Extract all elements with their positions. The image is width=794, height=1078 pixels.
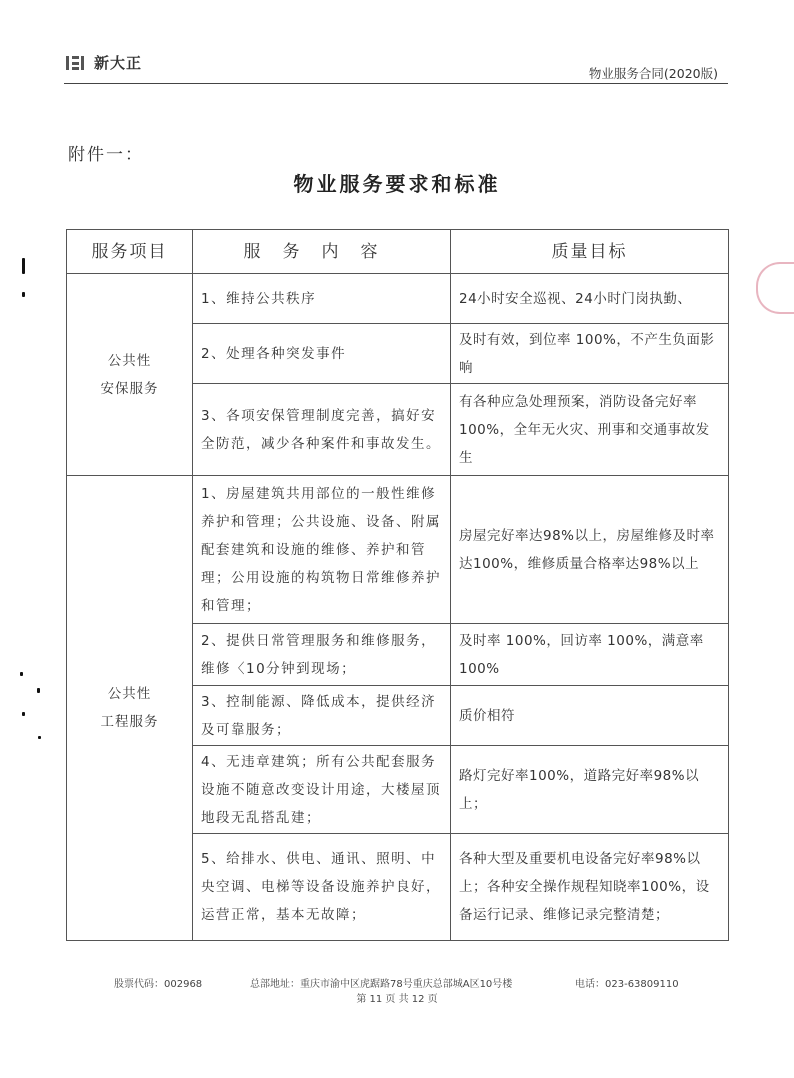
category-label: 工程服务: [100, 714, 159, 730]
document-header-title: 物业服务合同(2020版): [588, 66, 718, 81]
header-standard: 质量目标: [451, 230, 729, 274]
standard-cell: 及时有效，到位率 100%，不产生负面影响: [451, 324, 729, 384]
standard-cell: 24小时安全巡视、24小时门岗执勤、: [451, 274, 729, 324]
header-divider: [64, 83, 728, 84]
scan-speck: [20, 672, 23, 676]
table-row: [67, 476, 729, 624]
logo-icon: [66, 54, 88, 72]
category-label: 公共性: [107, 686, 152, 702]
category-cell-security: [67, 274, 193, 476]
standard-cell: 房屋完好率达98%以上，房屋维修及时率达100%，维修质量合格率达98%以上: [451, 476, 729, 624]
scan-speck: [22, 292, 25, 297]
service-cell: 3、各项安保管理制度完善，搞好安全防范，减少各种案件和事故发生。: [193, 384, 451, 476]
footer-address: 总部地址：重庆市渝中区虎踞路78号重庆总部城A区10号楼: [250, 979, 513, 990]
service-cell: 1、房屋建筑共用部位的一般性维修养护和管理；公共设施、设备、附属配套建筑和设施的维修、养护和管理；公用设施的构筑物日常维修养护和管理；: [193, 476, 451, 624]
standard-cell: 质价相符: [451, 686, 729, 746]
service-cell: 2、处理各种突发事件: [193, 324, 451, 384]
page-title: 物业服务要求和标准: [293, 172, 501, 196]
service-cell: 5、给排水、供电、通讯、照明、中央空调、电梯等设备设施养护良好，运营正常，基本无故障；: [193, 834, 451, 941]
header-content: 服务内容: [193, 230, 451, 274]
service-standards-table: [66, 229, 729, 941]
standard-cell: 及时率 100%，回访率 100%，满意率 100%: [451, 624, 729, 686]
table-header-row: [67, 230, 729, 274]
category-label: 安保服务: [100, 380, 159, 397]
service-cell: 4、无违章建筑；所有公共配套服务设施不随意改变设计用途，大楼屋顶地段无乱搭乱建；: [193, 746, 451, 834]
logo-text: 新大正: [94, 54, 143, 72]
standard-cell: 路灯完好率100%，道路完好率98%以上；: [451, 746, 729, 834]
footer-stock-code: 股票代码：002968: [114, 979, 203, 990]
company-logo: [66, 52, 142, 73]
page-number: 第 11 页 共 12 页: [356, 994, 438, 1005]
scan-speck: [37, 688, 40, 693]
scan-speck: [38, 736, 41, 739]
service-cell: 3、控制能源、降低成本，提供经济及可靠服务；: [193, 686, 451, 746]
scan-speck: [22, 712, 25, 716]
table-row: [67, 274, 729, 324]
standard-cell: 各种大型及重要机电设备完好率98%以上；各种安全操作规程知晓率100%，设备运行记录、维修记录完整清楚；: [451, 834, 729, 941]
annex-label: 附件一：: [68, 145, 144, 165]
footer-phone: 电话：023-63809110: [575, 979, 679, 990]
header-category: 服务项目: [67, 230, 193, 274]
scan-speck: [22, 258, 25, 274]
category-cell-engineering: [67, 476, 193, 941]
seal-stamp-mark: [756, 262, 794, 314]
service-cell: 1、维持公共秩序: [193, 274, 451, 324]
category-label: 公共性: [107, 352, 152, 369]
standard-cell: 有各种应急处理预案，消防设备完好率100%，全年无火灾、刑事和交通事故发生: [451, 384, 729, 476]
service-cell: 2、提供日常管理服务和维修服务，维修〈10分钟到现场；: [193, 624, 451, 686]
